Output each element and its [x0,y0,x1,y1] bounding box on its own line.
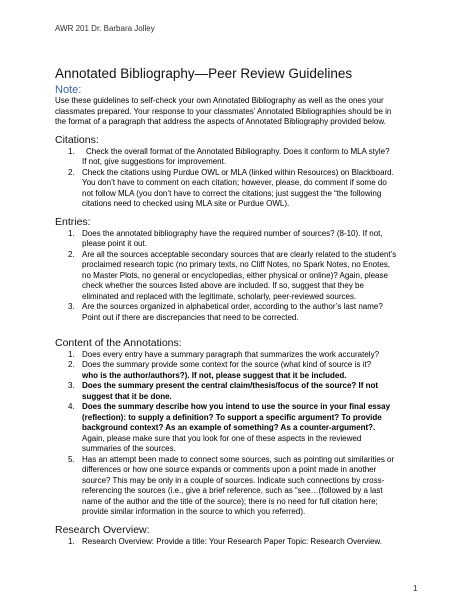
list-item-line: Are all the sources acceptable secondary sources that are clearly related to the student’s [82,250,397,259]
note-line: Use these guidelines to self-check your own Annotated Bibliography as well as the ones your [55,96,384,105]
list-item-line: referencing the sources (i.e., give a brief reference, such as “see…(followed by a last [82,486,383,495]
list-item-line: name of the author and the title of the source); there is no need for full citation here; [82,497,378,506]
list-item-line: eliminated and replaced with the legitimate, scholarly, peer-reviewed sources. [82,292,357,301]
list-number: 3. [68,302,75,311]
list-item-line: not follow MLA (you don’t have to correct the citations; just suggest the “the following [82,189,382,198]
list-item-line: (reflection): to supply a definition? To support a specific argument? To provide [82,413,382,422]
list-item-line: Does the summary present the central claim/thesis/focus of the source? If not [82,381,379,390]
list-item-line: differences or how one source expands or comments upon a point made in another [82,465,377,474]
page-header: AWR 201 Dr. Barbara Jolley [55,24,155,33]
list-number: 3. [68,381,75,390]
list-item-line: Are the sources organized in alphabetical order, according to the author’s last name? [82,302,383,311]
annotations-heading: Content of the Annotations: [55,337,182,349]
list-item-line: You don’t have to comment on each citation; however, please, do comment if some do [82,178,387,187]
list-item-line: citations need to checked using MLA site or Purdue OWL). [82,199,290,208]
list-item-line: Does the annotated bibliography have the required number of sources? (8-10). If not, [82,229,383,238]
citations-heading: Citations: [55,134,99,146]
list-item-line: Point out if there are discrepancies that need to be corrected. [82,313,299,322]
page-title: Annotated Bibliography—Peer Review Guidelines [55,66,353,81]
list-number: 1. [68,147,75,156]
list-item-line: Does the summary provide some context for the source (what kind of source is it? [82,360,372,369]
list-item-line: If not, give suggestions for improvement. [82,157,227,166]
note-heading: Note: [55,84,82,96]
list-item-line: provide similar information in the source to which you referred). [82,507,306,516]
list-item-line: no Master Plots, no general or encyclopedias, either physical or online)? Again, please [82,271,388,280]
list-item-line: Check the overall format of the Annotated Bibliography. Does it conform to MLA style? [86,147,390,156]
list-item-line: Does every entry have a summary paragraph that summarizes the work accurately? [82,350,380,359]
note-line: the format of a paragraph that address the aspects of Annotated Bibliography provided below. [55,117,386,126]
list-item-line: proclaimed research topic (no primary texts, no Cliff Notes, no Spark Notes, no Enotes, [82,260,390,269]
list-item-line: please point it out. [82,239,147,248]
list-item-line: Has an attempt been made to connect some sources, such as pointing out similarities or [82,455,395,464]
research-heading: Research Overview: [55,524,150,536]
list-item-line: Again, please make sure that you look for one of these aspects in the reviewed [82,434,362,443]
list-item-line: check whether the sources listed above are included. If so, suggest that they be [82,281,364,290]
list-item-line: background context? As an example of something? As a counter-argument?. [82,423,376,432]
list-item-line: who is the author/authors?). If not, please suggest that it be included. [82,371,347,380]
list-item-line: summaries of the sources. [82,444,176,453]
list-item-line: suggest that it be done. [82,392,172,401]
list-item-line: Research Overview: Provide a title: Your Research Paper Topic: Research Overview. [82,537,382,546]
list-number: 2. [68,250,75,259]
list-item-line: Does the summary describe how you intend to use the source in your final essay [82,402,391,411]
list-number: 4. [68,402,75,411]
note-line: classmates prepared. Your response to your classmates’ Annotated Bibliographies should be in [55,107,392,116]
list-number: 2. [68,360,75,369]
list-item-line: Check the citations using Purdue OWL or MLA (linked within Resources) on Blackboard. [82,168,394,177]
list-number: 1. [68,350,75,359]
list-number: 1. [68,229,75,238]
entries-heading: Entries: [55,216,91,228]
list-number: 1. [68,537,75,546]
list-item-line: source? This may be only in a couple of sources. Indicate such connections by cross- [82,476,385,485]
list-number: 5. [68,455,75,464]
page-number: 1 [413,584,418,593]
list-number: 2. [68,168,75,177]
